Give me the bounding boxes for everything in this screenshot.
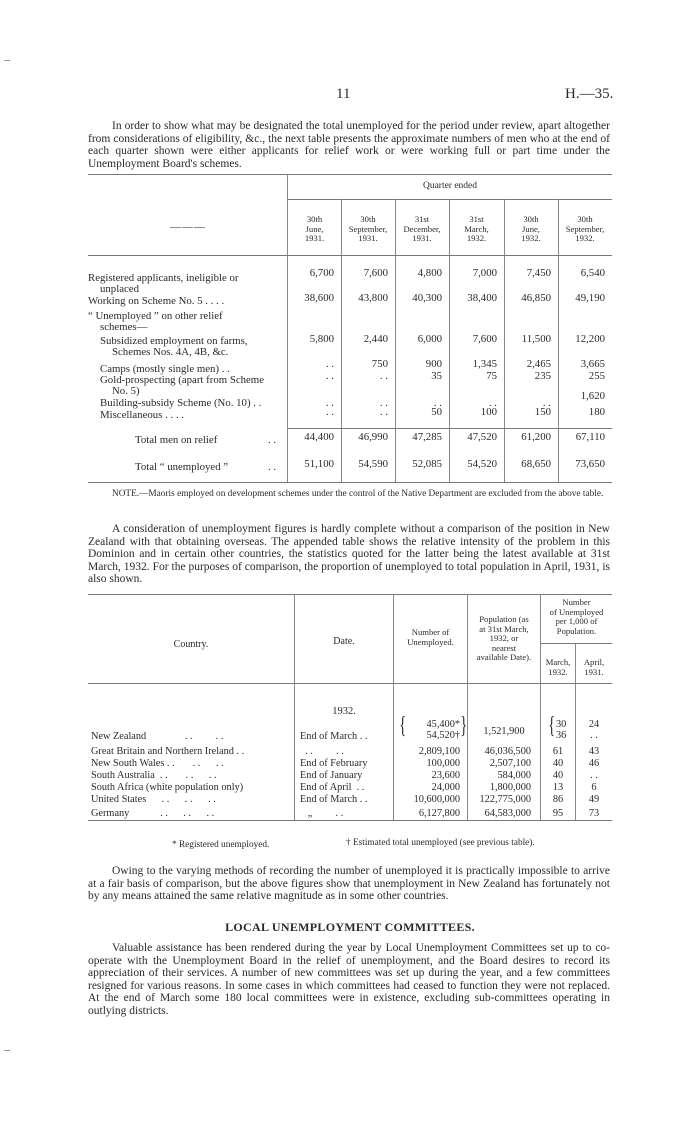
- maori-note: NOTE.—Maoris employed on development schemes under the control of the Native Department are excluded from the above table.: [112, 489, 604, 499]
- march-value: 86: [552, 794, 564, 805]
- total-row-label: Total men on relief: [135, 434, 218, 446]
- total-cell-value: 47,520: [467, 431, 497, 443]
- left-brace: {: [399, 713, 407, 739]
- table-row-label: [88, 273, 287, 295]
- row-label-line: Miscellaneous . . . .: [100, 409, 184, 421]
- per-thousand-header-line: Population.: [556, 625, 597, 636]
- table-cell-value: 750: [371, 358, 388, 370]
- row-label-line: unplaced: [100, 283, 139, 295]
- april-header-line: 1931.: [584, 666, 604, 677]
- quarter-header-line: September,: [348, 223, 388, 234]
- total-cell-value: 68,650: [521, 458, 551, 470]
- per-thousand-header-line: Number: [562, 597, 591, 607]
- date-cell: End of January: [300, 770, 363, 781]
- document-reference: H.—35.: [565, 86, 614, 102]
- row-label-line: Registered applicants, ineligible or: [88, 272, 239, 284]
- table-cell-value: 235: [534, 370, 551, 382]
- table-cell-value: . .: [325, 358, 334, 370]
- quarter-header-line: December,: [403, 223, 441, 234]
- table-cell-value: 6,540: [580, 267, 605, 279]
- unemployed-value: 23,600: [431, 770, 460, 781]
- table-cell-value: 2,465: [526, 358, 551, 370]
- table-cell-value: 6,700: [309, 267, 334, 279]
- quarter-header-line: 1931.: [304, 233, 325, 244]
- table-cell-value: 49,190: [575, 292, 605, 304]
- population-header-line: available Date).: [476, 652, 532, 663]
- table-cell-value: 43,800: [358, 292, 388, 304]
- comparison-paragraph: A consideration of unemployment figures is hardly complete without a comparison of the position in New Zealand with that obtaining overseas. The appended table shows the relative intensity of the problem in this Dominion and in certain other countries, the statistics quoted for the latter being the latest available at 31st March, 1932. For the purposes of comparison, the proportion of unemployed to total population in April, 1931, is also shown.: [88, 523, 610, 586]
- table-cell-value: 7,450: [526, 267, 551, 279]
- unemployed-value: 45,400*: [426, 719, 460, 730]
- date-cell: End of April . .: [300, 782, 365, 793]
- population-header-line: nearest: [491, 642, 517, 653]
- unemployed-value: 100,000: [426, 758, 460, 769]
- country-name: South Australia . . . . . .: [91, 770, 217, 781]
- total-row-leader: . .: [268, 461, 277, 473]
- total-cell-value: 46,990: [358, 431, 388, 443]
- row-label-line: No. 5): [112, 385, 140, 397]
- quarter-header-line: 1931.: [412, 233, 432, 244]
- country-name: New South Wales . . . . . .: [91, 758, 224, 769]
- intro-paragraph: In order to show what may be designated the total unemployed for the period under review, apart altogether from considerations of eligibility, &c., the next table presents the approximate numbers of men who at the end of each quarter shown were either applicants for relief work or were working full or part time under the Unemployment Board's schemes.: [88, 120, 610, 170]
- quarter-header-line: 30th: [577, 214, 593, 224]
- table-cell-value: 11,500: [521, 333, 551, 345]
- march-value: 40: [552, 770, 564, 781]
- unemployed-value: 54,520†: [426, 730, 460, 741]
- march-header-line: March,: [545, 657, 571, 667]
- quarter-header-line: September,: [565, 223, 605, 234]
- table-cell-value: 12,200: [575, 333, 605, 345]
- quarter-column-header: [558, 215, 612, 244]
- quarter-column-header: [288, 215, 341, 244]
- unemployed-value: 10,600,000: [413, 794, 460, 805]
- quarter-header-line: 31st: [414, 214, 430, 224]
- table-cell-value: 180: [588, 406, 605, 418]
- table-row-label: [88, 296, 287, 307]
- population-value: 584,000: [497, 770, 531, 781]
- march-value: 30: [556, 719, 567, 730]
- march-value: 13: [552, 782, 564, 793]
- date-column-header: Date.: [333, 636, 355, 647]
- table-row-label: [100, 398, 287, 409]
- april-value: 43: [588, 746, 600, 757]
- conclusion-paragraph: Owing to the varying methods of recording the number of unemployed it is practically impossible to arrive at a fair basis of comparison, but the above figures show that unemployment in New Zealand has fortunately not by any means attained the same relative magnitude as in some other countries.: [88, 865, 610, 903]
- march-1932-column-header: [541, 658, 575, 677]
- total-cell-value: 51,100: [304, 458, 334, 470]
- table-cell-value: 75: [486, 370, 497, 382]
- total-cell-value: 61,200: [521, 431, 551, 443]
- table-row-label: [88, 311, 287, 333]
- unemployed-header-line: Number of: [411, 627, 450, 637]
- population-header-line: Population (as: [479, 614, 529, 624]
- table-row-label: [100, 375, 287, 397]
- quarter-column-header: [504, 215, 558, 244]
- march-value: 36: [556, 730, 567, 741]
- unemployed-value: 24,000: [431, 782, 460, 793]
- total-cell-value: 54,590: [358, 458, 388, 470]
- table-cell-value: . .: [325, 397, 334, 409]
- april-values: [576, 719, 612, 741]
- table-cell-value: . .: [379, 406, 388, 418]
- quarter-column-header: [395, 215, 449, 244]
- table-cell-value: . .: [325, 406, 334, 418]
- april-value: . .: [590, 770, 598, 781]
- committees-paragraph: Valuable assistance has been rendered during the year by Local Unemployment Committees set up to co-operate with the Unemployment Board in the relief of unemployment, and the Board desires to record its appreciation of their services. A number of new committees was set up during the year, and a few committees resigned for various reasons. In some cases in which committees had ceased to function they were not replaced. At the end of March some 180 local committees were in existence, excluding sub-committees operating in outlying districts.: [88, 942, 610, 1017]
- total-cell-value: 73,650: [575, 458, 605, 470]
- april-value: 73: [588, 808, 600, 819]
- population-column-header: [468, 615, 540, 663]
- march-value: 40: [552, 758, 564, 769]
- blank-column-header: ———: [170, 221, 206, 233]
- quarter-header-line: 30th: [360, 214, 376, 224]
- march-value: 61: [552, 746, 564, 757]
- quarter-column-header: [449, 215, 504, 244]
- april-header-line: April,: [583, 657, 605, 667]
- country-column-header: Country.: [173, 639, 209, 650]
- margin-mark-bottom: [4, 1050, 10, 1051]
- page-number: 11: [336, 86, 351, 102]
- march-header-line: 1932.: [548, 666, 568, 677]
- table-cell-value: 7,600: [363, 267, 388, 279]
- table-cell-value: 255: [588, 370, 605, 382]
- unemployed-value: 6,127,800: [418, 808, 460, 819]
- april-value: . .: [590, 730, 598, 741]
- population-header-line: at 31st March,: [479, 623, 529, 634]
- date-cell: „ . .: [300, 808, 344, 819]
- table-cell-value: 4,800: [417, 267, 442, 279]
- quarter-header-line: June,: [522, 223, 540, 234]
- per-thousand-column-header: [541, 598, 612, 636]
- quarter-header-line: 1932.: [466, 233, 487, 244]
- unemployed-value: 2,809,100: [418, 746, 460, 757]
- row-label-line: schemes—: [100, 321, 148, 333]
- country-name: Great Britain and Northern Ireland . .: [91, 746, 245, 757]
- total-cell-value: 44,400: [304, 431, 334, 443]
- total-cell-value: 54,520: [467, 458, 497, 470]
- table-cell-value: 7,600: [472, 333, 497, 345]
- quarter-header-line: 30th: [523, 214, 539, 224]
- footnote-registered: * Registered unemployed.: [172, 840, 270, 850]
- table-cell-value: 38,400: [467, 292, 497, 304]
- total-row-label: Total “ unemployed ”: [135, 461, 229, 473]
- row-label-line: Subsidized employment on farms,: [100, 335, 248, 347]
- per-thousand-header-line: of Unemployed: [549, 606, 604, 617]
- table-cell-value: 100: [480, 406, 497, 418]
- april-1931-column-header: [576, 658, 612, 677]
- footnote-estimated: † Estimated total unemployed (see previous table).: [346, 838, 535, 848]
- table-cell-value: 2,440: [363, 333, 388, 345]
- table-cell-value: . .: [325, 370, 334, 382]
- quarter-header-line: 1931.: [358, 233, 378, 244]
- table-row-label: [100, 336, 287, 358]
- date-cell: End of February: [300, 758, 368, 769]
- quarter-ended-header: Quarter ended: [422, 181, 478, 191]
- quarter-header-line: 1932.: [521, 233, 541, 244]
- march-value: 95: [552, 808, 564, 819]
- table-cell-value: . .: [433, 397, 442, 409]
- total-cell-value: 47,285: [412, 431, 442, 443]
- year-label: 1932.: [332, 706, 356, 717]
- date-cell: End of March . .: [300, 731, 368, 742]
- table-cell-value: . .: [379, 397, 388, 409]
- quarter-header-line: June,: [305, 223, 324, 234]
- total-cell-value: 52,085: [412, 458, 442, 470]
- right-brace: }: [460, 713, 468, 739]
- per-thousand-header-line: per 1,000 of: [555, 616, 598, 627]
- population-value: 64,583,000: [484, 808, 531, 819]
- row-label-line: Working on Scheme No. 5 . . . .: [88, 295, 225, 307]
- table-cell-value: 6,000: [417, 333, 442, 345]
- margin-mark-top: [4, 60, 10, 61]
- table-cell-value: 5,800: [309, 333, 334, 345]
- table-cell-value: 150: [534, 406, 551, 418]
- row-label-line: Gold-prospecting (apart from Scheme: [100, 374, 264, 386]
- unemployed-header-line: Unemployed.: [407, 636, 454, 647]
- country-name: Germany . . . . . .: [91, 808, 215, 819]
- country-name: New Zealand . . . .: [91, 731, 224, 742]
- row-label-line: Camps (mostly single men) . .: [100, 363, 230, 375]
- april-value: 49: [588, 794, 600, 805]
- table-cell-value: 1,345: [472, 358, 497, 370]
- total-cell-value: 67,110: [575, 431, 605, 443]
- population-value: 46,036,500: [484, 746, 531, 757]
- total-row-leader: . .: [268, 434, 277, 446]
- population-value: 1,800,000: [489, 782, 531, 793]
- march-brace: {: [548, 713, 556, 739]
- row-label-line: “ Unemployed ” on other relief: [88, 310, 223, 322]
- april-value: 6: [591, 782, 597, 793]
- committees-heading: LOCAL UNEMPLOYMENT COMMITTEES.: [225, 920, 475, 934]
- country-name: South Africa (white population only): [91, 782, 244, 793]
- table-cell-value: 40,300: [412, 292, 442, 304]
- date-cell: End of March . .: [300, 794, 368, 805]
- table-cell-value: 1,620: [580, 390, 605, 402]
- unemployed-column-header: [394, 628, 467, 647]
- table-cell-value: 38,600: [304, 292, 334, 304]
- country-name: United States . . . . . .: [91, 794, 216, 805]
- table-row-label: [100, 410, 287, 421]
- table-cell-value: . .: [488, 397, 497, 409]
- population-value: 122,775,000: [479, 794, 531, 805]
- population-value: 2,507,100: [489, 758, 531, 769]
- quarter-header-line: 31st: [469, 214, 484, 224]
- table-cell-value: 7,000: [472, 267, 497, 279]
- table-cell-value: 50: [431, 406, 442, 418]
- row-label-line: Building-subsidy Scheme (No. 10) . .: [100, 397, 262, 409]
- population-value: 1,521,900: [483, 726, 525, 737]
- quarter-header-line: 1932.: [575, 233, 595, 244]
- population-header-line: 1932, or: [489, 633, 519, 644]
- table-cell-value: 46,850: [521, 292, 551, 304]
- table-cell-value: 35: [431, 370, 442, 382]
- table-cell-value: . .: [379, 370, 388, 382]
- table-cell-value: . .: [542, 397, 551, 409]
- quarter-column-header: [341, 215, 395, 244]
- april-value: 46: [588, 758, 600, 769]
- table-cell-value: 3,665: [580, 358, 605, 370]
- march-values: [556, 719, 566, 741]
- date-cell: . . . .: [300, 746, 344, 757]
- row-label-line: Schemes Nos. 4A, 4B, &c.: [112, 346, 229, 358]
- april-value: 24: [588, 719, 600, 730]
- table-cell-value: 900: [425, 358, 442, 370]
- quarter-header-line: 30th: [306, 214, 323, 224]
- quarter-header-line: March,: [464, 223, 489, 234]
